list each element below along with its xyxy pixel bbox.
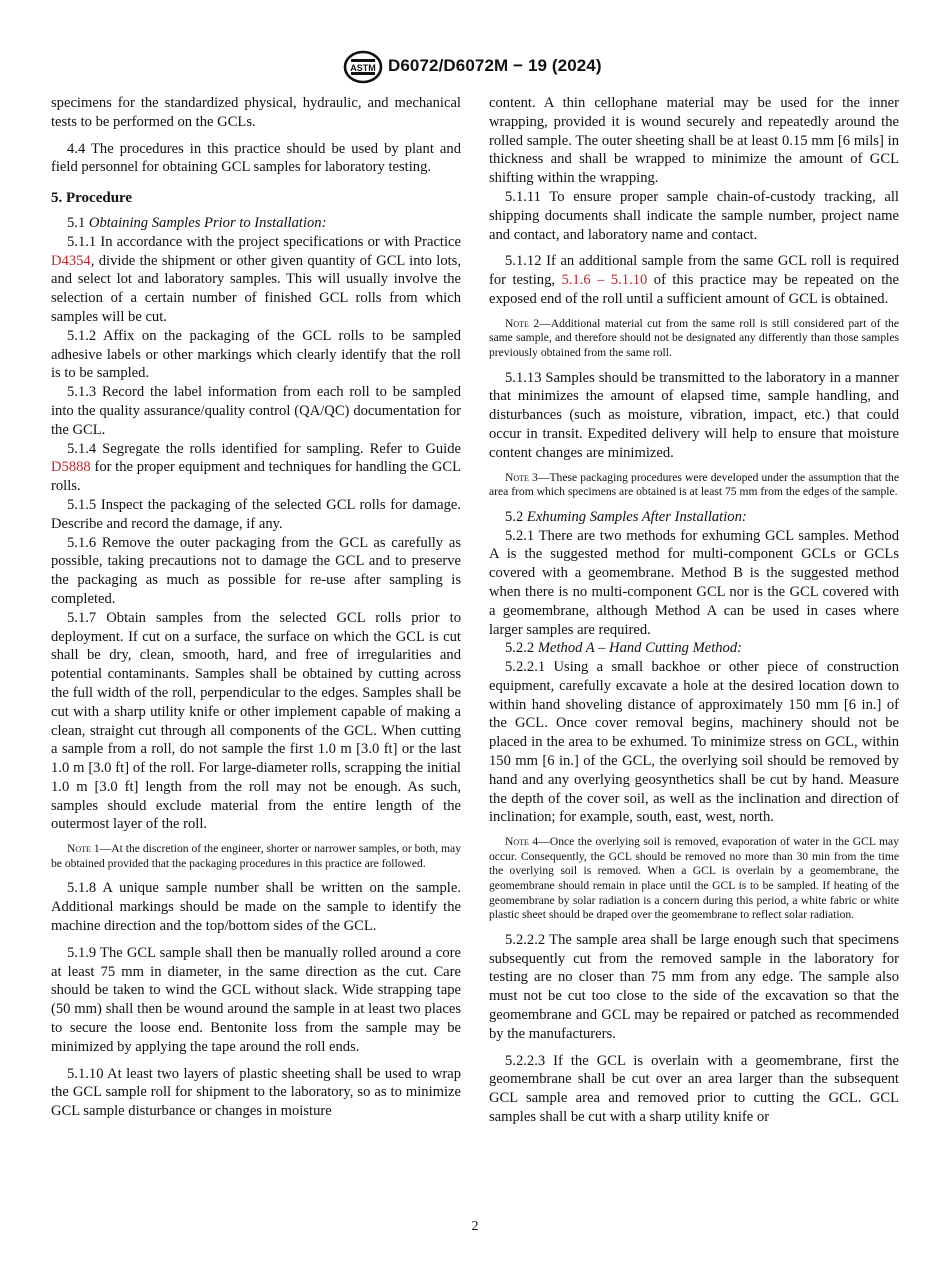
- paragraph-5-1-7: 5.1.7 Obtain samples from the selected GCL rolls prior to deployment. If cut on a surface, the surface on which the GCL is cut shall be dry, clean, smooth, hard, and free of irregularities and potential contaminants. Samples shall be obtained by cutting across the full width of the roll, perpendicular to the edges. Samples shall be cut with a sharp utility knife or other implement capable of making a clean, straight cut through all components of the GCL. When cutting a sample from a roll, do not sample the first 1.0 m [3.0 ft] or the last 1.0 m [3.0 ft] of the roll. For large-diameter rolls, scrapping the initial 1.0 m [3.0 ft] length from the roll may not be enough. As such, samples should exclude material from the entire length of the outermost layer of the roll.: [51, 609, 461, 833]
- paragraph-5-2-2-2: 5.2.2.2 The sample area shall be large enough such that specimens subsequently cut from the removed sample in the laboratory for testing are no closer than 75 mm from any edge. The sample also must not be cut too close to the side of the excavation so that the geomembrane and GCL may be repaired or patched as recommended by the manufacturers.: [489, 931, 899, 1042]
- astm-logo-icon: [343, 50, 383, 84]
- paragraph-5-1-3: 5.1.3 Record the label information from each roll to be sampled into the quality assurance/quality control (QA/QC) documentation for the GCL.: [51, 384, 461, 438]
- paragraph-4-4: 4.4 The procedures in this practice should be used by plant and field personnel for obtaining GCL samples for laboratory testing.: [51, 140, 461, 176]
- paragraph-5-1-8: 5.1.8 A unique sample number shall be written on the sample. Additional markings should be made on the sample to identify the machine direction and the top/bottom sides of the GCL.: [51, 880, 461, 935]
- paragraph-5-1-5: 5.1.5 Inspect the packaging of the selected GCL rolls for damage. Describe and record the damage, if any.: [51, 496, 461, 532]
- paragraph-5-2-1: 5.2.1 There are two methods for exhuming GCL samples. Method A is the suggested method for multi-component GCLs or GCLs covered with a geomembrane. Method B is the suggested method when there is no multi-component GCL nor is the GCL covered with a geomembrane, although Method A can be used in cases where larger samples are required.: [489, 527, 899, 638]
- subsection-5-1: 5.1 Obtaining Samples Prior to Installation:: [67, 214, 327, 231]
- note-3: Note 3—These packaging procedures were developed under the assumption that the area from which specimens are obtained is at least 75 mm from the edges of the sample.: [489, 470, 899, 499]
- left-column: [51, 94, 461, 1121]
- paragraph-5-1-12: 5.1.12 If an additional sample from the same GCL roll is required for testing, 5.1.6 – 5.1.10 of this practice may be repeated on the exposed end of the roll until a sufficient amount of GCL is obtained.: [489, 253, 900, 307]
- page-number: 2: [471, 1219, 479, 1234]
- subsection-5-2-2: 5.2.2 Method A – Hand Cutting Method:: [505, 640, 743, 657]
- paragraph-continuation: content. A thin cellophane material may be used for the inner wrapping, provided it is wound securely and repeatedly around the rolled sample. The outer sheeting shall be at least 0.15 mm [6 mils] in thickness and shall be wrapped to minimize the amount of GCL shifting within the wrapping.: [489, 95, 899, 187]
- paragraph-5-1-13: 5.1.13 Samples should be transmitted to the laboratory in a manner that minimizes the amount of elapsed time, sample handling, and disturbances (such as moisture, vibration, impact, etc.) that could occur in transit. Expedited delivery will help to ensure that moisture content changes are minimized.: [489, 369, 899, 461]
- paragraph-5-2-2-3: 5.2.2.3 If the GCL is overlain with a geomembrane, first the geomembrane shall be cut over an area larger than the subsequent GCL sample area and removed prior to cutting the GCL. GCL samples shall be cut with a sharp utility knife or: [489, 1052, 899, 1125]
- paragraph: specimens for the standardized physical, hydraulic, and mechanical tests to be performed on the GCLs.: [51, 95, 461, 130]
- svg-text:ASTM: ASTM: [350, 63, 376, 73]
- paragraph-5-1-2: 5.1.2 Affix on the packaging of the GCL rolls to be sampled adhesive labels or other markings which clearly identify that the roll is to be sampled.: [51, 327, 461, 382]
- note-1: Note 1—At the discretion of the engineer, shorter or narrower samples, or both, may be obtained provided that the packaging procedures in this practice are followed.: [51, 842, 461, 870]
- note-4: Note 4—Once the overlying soil is removed, evaporation of water in the GCL may occur. Consequently, the GCL should be removed no more than 30 min from the time the overlying soil is removed. When a GCL is overlain by a geomembrane, the geomembrane should remain in place until the GCL is to be sampled. If heating of the geomembrane by solar radiation is a concern during this period, a white fabric or white plastic sheet should be draped over the geomembrane to reflect solar radiation.: [489, 835, 899, 922]
- subsection-5-2: 5.2 Exhuming Samples After Installation:: [505, 508, 747, 525]
- document-designation: D6072/D6072M − 19 (2024): [388, 56, 602, 75]
- paragraph-5-1-6: 5.1.6 Remove the outer packaging from the GCL as carefully as possible, taking precautions not to damage the GCL and to preserve the packaging as much as possible for re-use after sampling is completed.: [51, 534, 461, 607]
- section-heading-procedure: 5. Procedure: [51, 190, 133, 207]
- reference-link-d5888[interactable]: D5888: [51, 459, 91, 476]
- paragraph-5-1-1: 5.1.1 In accordance with the project specifications or with Practice D4354, divide the shipment or other given quantity of GCL into lots, and select lot and laboratory samples. This will usually involve the selection of a certain number of finished GCL rolls from which samples will be cut.: [51, 233, 461, 325]
- paragraph-5-1-4: 5.1.4 Segregate the rolls identified for sampling. Refer to Guide D5888 for the proper equipment and techniques for handling the GCL rolls.: [51, 440, 461, 495]
- note-2: Note 2—Additional material cut from the same roll is still considered part of the same sample, and therefore should not be designated any differently than those samples previously obtained from the same roll.: [489, 316, 899, 359]
- page-header: [0, 50, 950, 86]
- paragraph-5-1-10: 5.1.10 At least two layers of plastic sheeting shall be used to wrap the GCL sample roll for shipment to the laboratory, so as to minimize GCL sample disturbance or changes in moisture: [51, 1065, 461, 1120]
- paragraph-5-1-9: 5.1.9 The GCL sample shall then be manually rolled around a core at least 75 mm in diameter, in the same direction as the cut. Care should be taken to wind the GCL without slack. Wide strapping tape (50 mm) shall then be wound around the sample in at least two places to secure the loose end. Bentonite loss from the sample may be minimized by applying the tape around the roll ends.: [51, 944, 461, 1055]
- right-column: [489, 94, 899, 1127]
- reference-link-d4354[interactable]: D4354: [51, 252, 91, 269]
- reference-link-section-range[interactable]: 5.1.6 – 5.1.10: [561, 272, 648, 289]
- paragraph-5-2-2-1: 5.2.2.1 Using a small backhoe or other piece of construction equipment, carefully excavate a hole at the desired location down to within hand shoveling distance of approximately 150 mm [6 in.] of the GCL. Once cover removal begins, machinery should not be placed in the area to be exhumed. To minimize stress on GCL, within 150 mm [6 in.] of the GCL, the overlying soil should be removed by hand and any overlying geosynthetics shall be cut by hand. Measure the depth of the cover soil, as well as the inclination and direction of inclination; for example, south, east, west, north.: [489, 659, 899, 826]
- paragraph-5-1-11: 5.1.11 To ensure proper sample chain-of-custody tracking, all shipping documents shall indicate the sample number, project name and contact, and laboratory name and contact.: [489, 188, 899, 243]
